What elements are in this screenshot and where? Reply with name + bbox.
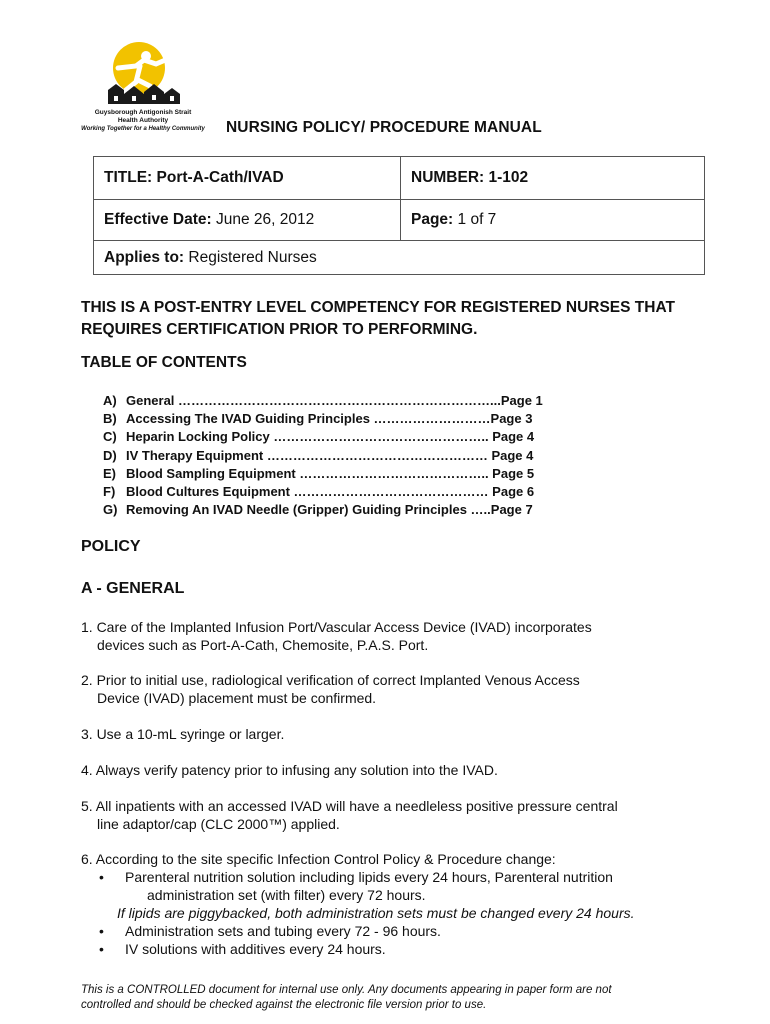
toc-letter: D) (103, 447, 117, 463)
toc-letter: C) (103, 429, 117, 445)
lipids-note: If lipids are piggybacked, both administration sets must be changed every 24 hours. (117, 905, 635, 921)
toc-item[interactable] (103, 447, 600, 465)
applies-to-value: Registered Nurses (184, 248, 317, 266)
org-tagline: Working Together for a Healthy Community (81, 126, 205, 132)
toc-text: Blood Sampling Equipment …………………………………….. Page 5 (126, 465, 535, 481)
policy-item-3: 3. Use a 10-mL syringe or larger. (81, 726, 285, 742)
org-name (78, 109, 208, 133)
bullet-3-text: IV solutions with additives every 24 hours. (125, 941, 386, 957)
toc-letter: F) (103, 484, 116, 500)
toc-item[interactable] (103, 501, 600, 519)
applies-to-label: Applies to: (104, 248, 185, 266)
bullet-item (81, 868, 721, 904)
toc-item[interactable] (103, 428, 600, 446)
bullet-dot: • (99, 869, 104, 885)
number-cell (401, 157, 705, 200)
competency-warning: THIS IS A POST-ENTRY LEVEL COMPETENCY FOR REGISTERED NURSES THAT REQUIRES CERTIFICATION PRIOR TO PERFORMING. (81, 299, 675, 338)
toc-item[interactable] (103, 483, 600, 501)
policy-item-1 (81, 618, 721, 654)
page-value: 1 of 7 (453, 211, 497, 228)
toc-text: Accessing The IVAD Guiding Principles ………………………Page 3 (126, 411, 533, 427)
footer-line-1: This is a CONTROLLED document for internal use only. Any documents appearing in paper form are not (81, 984, 612, 996)
toc-letter: B) (103, 411, 117, 427)
page-label: Page: (411, 211, 454, 228)
toc-item[interactable] (103, 392, 600, 410)
item-6-intro: 6. According to the site specific Infection Control Policy & Procedure change: (81, 851, 556, 867)
policy-item-5 (81, 797, 721, 833)
bullet-1-line-2: administration set (with filter) every 72 hours. (147, 887, 426, 903)
page-cell (401, 200, 705, 241)
footer-line-2: controlled and should be checked against the electronic file version prior to use. (81, 999, 487, 1011)
toc-heading: TABLE OF CONTENTS (81, 354, 247, 371)
toc-letter: A) (103, 393, 117, 408)
policy-heading: POLICY (81, 538, 141, 555)
title-cell (94, 157, 401, 200)
toc-text: General ………………………………………………………………...Page 1 (126, 393, 543, 408)
effective-date-cell (94, 200, 401, 241)
manual-title: NURSING POLICY/ PROCEDURE MANUAL (226, 119, 542, 136)
effective-date-value: June 26, 2012 (211, 211, 315, 228)
number-label: NUMBER: 1-102 (411, 169, 529, 186)
item-2-line-2: Device (IVAD) placement must be confirmed. (97, 690, 377, 706)
bullet-dot: • (99, 941, 104, 957)
table-of-contents (103, 392, 600, 519)
section-a-heading: A - GENERAL (81, 580, 185, 597)
policy-info-table (93, 156, 705, 275)
item-1-line-1: 1. Care of the Implanted Infusion Port/Vascular Access Device (IVAD) incorporates (81, 619, 592, 635)
controlled-document-footer (81, 983, 701, 1013)
bullet-item (81, 922, 721, 940)
item-2-line-1: 2. Prior to initial use, radiological verification of correct Implanted Venous Access (81, 672, 580, 688)
policy-item-4: 4. Always verify patency prior to infusing any solution into the IVAD. (81, 762, 498, 778)
item-5-line-1: 5. All inpatients with an accessed IVAD will have a needleless positive pressure central (81, 798, 618, 814)
effective-date-label: Effective Date: (104, 211, 212, 228)
toc-letter: E) (103, 465, 116, 481)
item-5-line-2: line adaptor/cap (CLC 2000™) applied. (97, 816, 340, 832)
toc-letter: G) (103, 502, 118, 518)
bullet-item (81, 940, 721, 958)
policy-item-6 (81, 850, 721, 958)
item-1-line-2: devices such as Port-A-Cath, Chemosite, P.A.S. Port. (97, 637, 429, 653)
applies-to-cell (94, 241, 705, 275)
toc-text: IV Therapy Equipment …………………………………………… Page 4 (126, 447, 534, 463)
policy-item-2 (81, 671, 721, 707)
toc-text: Blood Cultures Equipment ……………………………………… Page 6 (126, 484, 535, 500)
toc-text: Removing An IVAD Needle (Gripper) Guiding Principles …..Page 7 (126, 502, 533, 518)
bullet-1-line-1: Parenteral nutrition solution including lipids every 24 hours, Parenteral nutrition (125, 869, 613, 885)
toc-text: Heparin Locking Policy ………………………………………….. Page 4 (126, 429, 535, 445)
toc-item[interactable] (103, 465, 600, 483)
title-label: TITLE: Port-A-Cath/IVAD (104, 169, 284, 186)
org-name-line1: Guysborough Antigonish Strait (94, 109, 192, 116)
bullet-dot: • (99, 923, 104, 939)
toc-item[interactable] (103, 410, 600, 428)
bullet-2-text: Administration sets and tubing every 72 - 96 hours. (125, 923, 441, 939)
org-name-line2: Health Authority (117, 117, 169, 124)
